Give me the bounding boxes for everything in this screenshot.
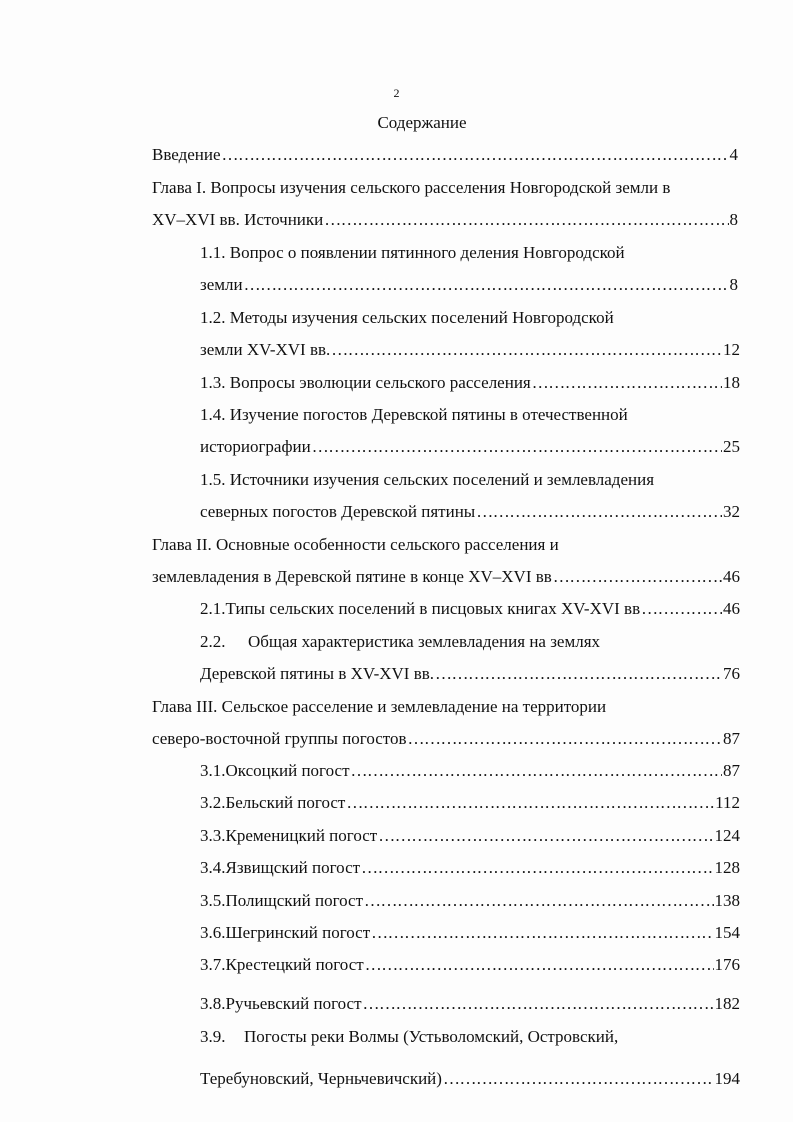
section-number: 3.6. — [200, 923, 226, 942]
toc-entry: Теребуновский, Черньчевичский) ……………………………………………………………………………………………………………………………………………………………… 194 — [200, 1068, 740, 1090]
page-ref: 46 — [723, 599, 740, 618]
toc-entry-line: 1.1. Вопрос о появлении пятинного деления Новгородской — [200, 243, 625, 262]
page-ref: 25 — [723, 437, 740, 456]
page-ref: 87 — [723, 729, 740, 748]
toc-entry: 3.6. Шегринский погост ……………………………………………………………………………………………………………………………………………………………… 154 — [200, 922, 740, 944]
page-ref: 46 — [723, 567, 740, 586]
toc-entry: северо-восточной группы погостов ……………………………………………………………………………………………………………………………………………………………… 87 — [152, 728, 740, 750]
page-ref: 176 — [714, 955, 740, 974]
toc-entry-line: Глава III. Сельское расселение и землевладение на территории — [152, 697, 607, 716]
toc-entry: 2.1. Типы сельских поселений в писцовых книгах XV-XVI вв ……………………………………………………………………………………………………………………………………………………………… 46 — [200, 598, 740, 620]
toc-entry: 3.3. Кременицкий погост ……………………………………………………………………………………………………………………………………………………………… 124 — [200, 825, 740, 847]
page-ref: 32 — [723, 502, 740, 521]
toc-entry: 3.7. Крестецкий погост ……………………………………………………………………………………………………………………………………………………………… 176 — [200, 954, 740, 976]
page-ref: 138 — [714, 891, 740, 910]
section-number: 3.8. — [200, 994, 226, 1013]
page-ref: 8 — [729, 210, 738, 229]
toc-entry-line: Глава I. Вопросы изучения сельского расселения Новгородской земли в — [152, 178, 671, 197]
page-ref: 124 — [714, 826, 740, 845]
toc-entry: 3.8. Ручьевский погост ……………………………………………………………………………………………………………………………………………………………… 182 — [200, 993, 740, 1015]
toc-entry-line: 1.4. Изучение погостов Деревской пятины в отечественной — [200, 405, 628, 424]
toc-entry: землевладения в Деревской пятине в конце XV–XVI вв ……………………………………………………………………………………………………………………………………………………………… 46 — [152, 566, 740, 588]
page-number: 2 — [393, 86, 400, 100]
page-ref: 154 — [714, 923, 740, 942]
toc-entry: историографии ……………………………………………………………………………………………………………………………………………………………… 25 — [200, 436, 740, 458]
page-ref: 18 — [723, 373, 740, 392]
toc-entry: 3.4. Язвищский погост ……………………………………………………………………………………………………………………………………………………………… 128 — [200, 857, 740, 879]
toc-entry: 1.3. Вопросы эволюции сельского расселения ……………………………………………………………………………………………………………………………………………………………… 18 — [200, 372, 740, 394]
page-ref: 12 — [723, 340, 740, 359]
page-ref: 4 — [729, 145, 738, 164]
section-number: 3.3. — [200, 826, 226, 845]
page-title: Содержание — [377, 113, 467, 132]
toc-entry: 3.1. Оксоцкий погост ……………………………………………………………………………………………………………………………………………………………… 87 — [200, 760, 740, 782]
toc-entry-line: 1.5. Источники изучения сельских поселений и землевладения — [200, 470, 655, 489]
toc-entry: земли XV-XVI вв. ……………………………………………………………………………………………………………………………………………………………… 12 — [200, 339, 740, 361]
section-number: 3.5. — [200, 891, 226, 910]
section-number: 3.9. — [200, 1027, 226, 1046]
toc-entry-line: Глава II. Основные особенности сельского расселения и — [152, 535, 559, 554]
toc-entry: 3.2. Бельский погост ……………………………………………………………………………………………………………………………………………………………… 112 — [200, 792, 740, 814]
page-ref: 76 — [723, 664, 740, 683]
page-ref: 112 — [715, 793, 740, 812]
section-number: 3.2. — [200, 793, 226, 812]
page-ref: 8 — [729, 275, 738, 294]
section-number: 2.1. — [200, 599, 226, 618]
page-ref: 182 — [714, 994, 740, 1013]
toc-entry: 3.5. Полищский погост ……………………………………………………………………………………………………………………………………………………………… 138 — [200, 890, 740, 912]
section-number: 3.1. — [200, 761, 226, 780]
page-ref: 87 — [723, 761, 740, 780]
section-number: 2.2. — [200, 632, 226, 651]
toc-entry-line: 1.2. Методы изучения сельских поселений Новгородской — [200, 308, 614, 327]
toc-entry: Деревской пятины в XV-XVI вв. ……………………………………………………………………………………………………………………………………………………………… 76 — [200, 663, 740, 685]
toc-entry: земли ……………………………………………………………………………………………………………………………………………………………… 8 — [200, 274, 738, 296]
section-number: 3.4. — [200, 858, 226, 877]
toc-entry-line: 2.2. Общая характеристика землевладения на землях — [200, 632, 601, 651]
toc-entry-line: 3.9. Погосты реки Волмы (Устьволомский, Островский, — [200, 1027, 619, 1046]
section-number: 3.7. — [200, 955, 226, 974]
page-ref: 194 — [714, 1069, 740, 1088]
toc-entry: XV–XVI вв. Источники ……………………………………………………………………………………………………………………………………………………………… 8 — [152, 209, 738, 231]
toc-entry: северных погостов Деревской пятины ……………………………………………………………………………………………………………………………………………………………… 32 — [200, 501, 740, 523]
page-ref: 128 — [714, 858, 740, 877]
toc-entry: Введение ……………………………………………………………………………………………………………………………………………………………… 4 — [152, 144, 738, 166]
